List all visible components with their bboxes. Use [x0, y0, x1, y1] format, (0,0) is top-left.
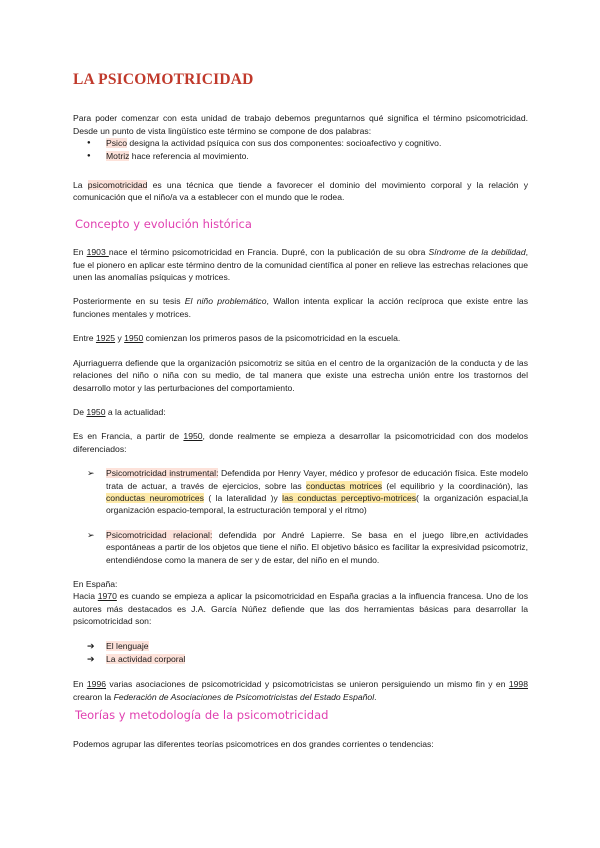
models-list [73, 467, 528, 566]
list-item: ➢ Psicomotricidad instrumental: Defendida por Henry Vayer, médico y profesor de educación física. Este modelo trata de actuar, a través de ejercicios, sobre las conductas motrices (el equilibrio y la coordinación), las conductas neuromotrices ( la lateralidad )y las conductas perceptivo-motrices( la organización espacial,la organización espacio-temporal, la estructuración temporal y el ritmo) [87, 468, 528, 516]
arrow-right-icon: ➔ [87, 654, 95, 664]
list-item: ➢ Psicomotricidad relacional: defendida por André Lapierre. Se basa en el juego libre,en actividades espontáneas a partir de los objetos que tiene el niño. El objetivo básico es facilitar la expresividad psicomotriz, entendiéndose como la manera de ser y de estar, del niño en el mundo. [87, 529, 528, 565]
arrow-right-icon: ➢ [87, 529, 95, 540]
paragraph-1925: Entre 1925 y 1950 comienzan los primeros pasos de la psicomotricidad en la escuela. [73, 333, 401, 344]
paragraph-teorias: Podemos agrupar las diferentes teorías psicomotrices en dos grandes corrientes o tendencias: [73, 738, 434, 749]
definition-paragraph: La psicomotricidad es una técnica que tiende a favorecer el dominio del movimiento corporal y la relación y comunicación que el niño/a va a establecer con el mundo que le rodea. [73, 180, 528, 203]
list-item: ● Psico designa la actividad psíquica con sus dos componentes: socioafectivo y cognitivo. [73, 137, 528, 149]
paragraph-1950-actualidad: De 1950 a la actualidad: [73, 406, 166, 417]
list-item: ➔ La actividad corporal [87, 654, 186, 664]
tools-list [73, 640, 528, 666]
intro-paragraph: Para poder comenzar con esta unidad de trabajo debemos preguntarnos qué significa el término psicomotricidad. Desde un punto de vista lingüístico este término se compone de dos palabras: [73, 113, 528, 136]
document-title: LA PSICOMOTRICIDAD [73, 71, 254, 88]
paragraph-espana: Hacia 1970 es cuando se empieza a aplicar la psicomotricidad en España gracias a la influencia francesa. Uno de los autores más destacados es J.A. García Núñez defiende que las dos herramientas básicas para desarrollar la psicomotricidad son: [73, 591, 528, 627]
section-heading-concepto: Concepto y evolución histórica [75, 216, 252, 231]
paragraph-1996: En 1996 varias asociaciones de psicomotricidad y psicomotricistas se unieron persiguiendo un mismo fin y en 1998 crearon la Federación de Asociaciones de Psicomotricistas del Estado Español. [73, 679, 528, 702]
list-item: ● Motriz hace referencia al movimiento. [73, 150, 528, 162]
arrow-right-icon: ➔ [87, 640, 95, 651]
paragraph-wallon: Posteriormente en su tesis El niño problemático, Wallon intenta explicar la acción recíproca que existe entre las funciones mentales y motrices. [73, 296, 528, 319]
spain-label: En España: [73, 578, 118, 589]
arrow-right-icon: ➢ [87, 468, 95, 479]
intro-bullet-list [73, 137, 528, 162]
paragraph-ajuriaguerra: Ajurriaguerra defiende que la organización psicomotriz se sitúa en el centro de la organización de la conducta y de las relaciones del niño o niña con su medio, de tal manera que existe una estrecha unión entre los trastornos del desarrollo motor y las perturbaciones del comportamiento. [73, 357, 528, 393]
paragraph-francia: Es en Francia, a partir de 1950, donde realmente se empieza a desarrollar la psicomotricidad con dos modelos diferenciados: [73, 431, 528, 454]
paragraph-1903: En 1903 nace el término psicomotricidad en Francia. Dupré, con la publicación de su obra Síndrome de la debilidad, fue el pionero en aplicar este término dentro de la comunidad científica al poner en relieve las estrechas relaciones que unen las anomalías psíquicas y motrices. [73, 247, 529, 283]
list-item: ➔ El lenguaje [87, 640, 149, 651]
section-heading-teorias: Teorías y metodología de la psicomotricidad [75, 708, 329, 723]
